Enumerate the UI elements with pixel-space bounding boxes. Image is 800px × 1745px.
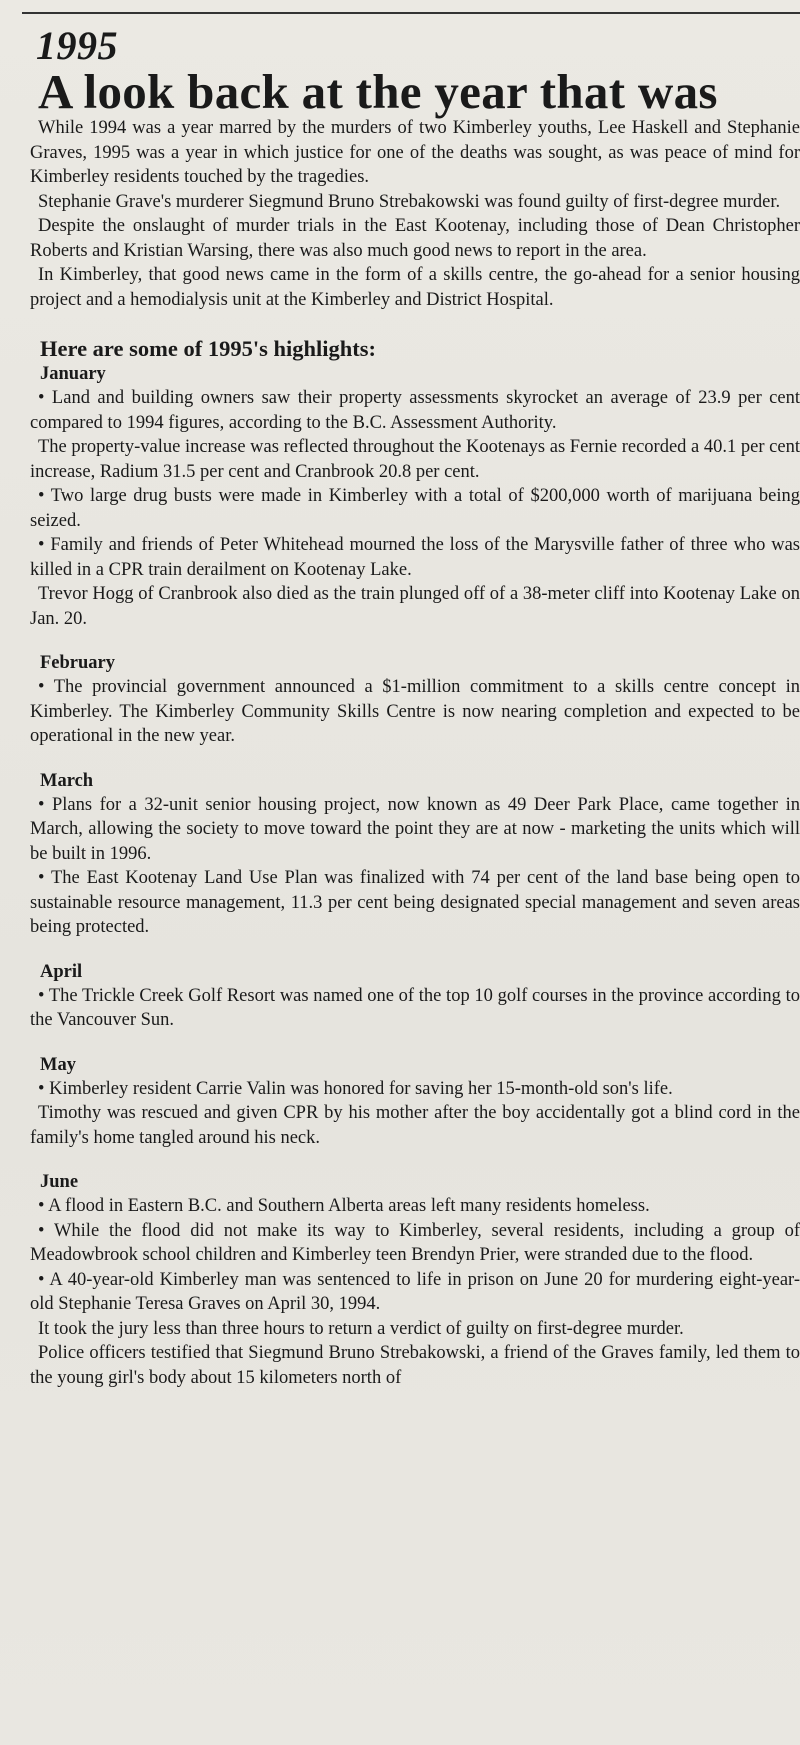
month-items-june (30, 1194, 800, 1390)
month-heading-march: March (40, 770, 94, 791)
item-paragraph: It took the jury less than three hours to return a verdict of guilty on first-degree murder. (38, 1318, 684, 1339)
item-paragraph: • The Trickle Creek Golf Resort was named one of the top 10 golf courses in the province according to the Vancouver Sun. (30, 985, 800, 1030)
month-items-march (30, 793, 800, 940)
month-heading-may: May (40, 1054, 76, 1075)
intro-paragraph: While 1994 was a year marred by the murders of two Kimberley youths, Lee Haskell and Stephanie Graves, 1995 was a year in which justice for one of the deaths was sought, as was peace of mind for Kimberley residents touched by the tragedies. (30, 118, 800, 187)
item-paragraph: • The East Kootenay Land Use Plan was finalized with 74 per cent of the land base being open to sustainable resource management, 11.3 per cent being designated special management and seven areas being protected. (30, 868, 800, 937)
item-paragraph: • Plans for a 32-unit senior housing project, now known as 49 Deer Park Place, came together in March, allowing the society to move toward the point they are at now - marketing the units which will be built in 1996. (30, 794, 800, 864)
month-items-january (30, 386, 800, 631)
month-heading-february: February (40, 653, 116, 673)
item-paragraph: • While the flood did not make its way to Kimberley, several residents, including a group of Meadowbrook school children and Kimberley teen Brendyn Prier, were stranded due to the flood. (30, 1220, 800, 1265)
month-heading-june: June (40, 1172, 79, 1192)
month-heading-april: April (40, 961, 83, 982)
item-paragraph: Timothy was rescued and given CPR by his mother after the boy accidentally got a blind cord in the family's home tangled around his neck. (30, 1103, 800, 1148)
item-paragraph: • Kimberley resident Carrie Valin was honored for saving her 15-month-old son's life. (38, 1078, 673, 1099)
month-items-february (30, 675, 800, 749)
month-items-may (30, 1077, 800, 1151)
top-rule (22, 12, 800, 14)
item-paragraph: • Two large drug busts were made in Kimberley with a total of $200,000 worth of marijuana being seized. (30, 486, 800, 531)
item-paragraph: Trevor Hogg of Cranbrook also died as the train plunged off of a 38-meter cliff into Kootenay Lake on Jan. 20. (30, 584, 800, 629)
intro-paragraph: Despite the onslaught of murder trials in the East Kootenay, including those of Dean Christopher Roberts and Kristian Warsing, there was also much good news to report in the area. (30, 216, 800, 261)
highlights-heading: Here are some of 1995's highlights: (40, 336, 377, 361)
month-items-april (30, 984, 800, 1033)
item-paragraph: • The provincial government announced a $1-million commitment to a skills centre concept in Kimberley. The Kimberley Community Skills Centre is now nearing completion and expected to be operational in the new year. (30, 677, 800, 746)
item-paragraph: • A 40-year-old Kimberley man was sentenced to life in prison on June 20 for murdering eight-year-old Stephanie Teresa Graves on April 30, 1994. (30, 1269, 800, 1314)
item-paragraph: • Family and friends of Peter Whitehead mourned the loss of the Marysville father of three who was killed in a CPR train derailment on Kootenay Lake. (30, 535, 800, 580)
article-intro (30, 116, 800, 312)
article-headline: A look back at the year that was (38, 64, 718, 119)
intro-paragraph: Stephanie Grave's murderer Siegmund Bruno Strebakowski was found guilty of first-degree murder. (38, 191, 781, 212)
item-paragraph: • A flood in Eastern B.C. and Southern Alberta areas left many residents homeless. (38, 1196, 650, 1216)
intro-paragraph: In Kimberley, that good news came in the form of a skills centre, the go-ahead for a senior housing project and a hemodialysis unit at the Kimberley and District Hospital. (30, 265, 800, 310)
item-paragraph: Police officers testified that Siegmund Bruno Strebakowski, a friend of the Graves family, led them to the young girl's body about 15 kilometers north of (30, 1343, 800, 1388)
item-paragraph: • Land and building owners saw their property assessments skyrocket an average of 23.9 per cent compared to 1994 figures, according to the B.C. Assessment Authority. (30, 388, 800, 433)
article (30, 24, 800, 1390)
month-heading-january: January (40, 364, 106, 384)
item-paragraph: The property-value increase was reflected throughout the Kootenays as Fernie recorded a 40.1 per cent increase, Radium 31.5 per cent and Cranbrook 20.8 per cent. (30, 437, 800, 482)
article-kicker: 1995 (36, 23, 118, 68)
